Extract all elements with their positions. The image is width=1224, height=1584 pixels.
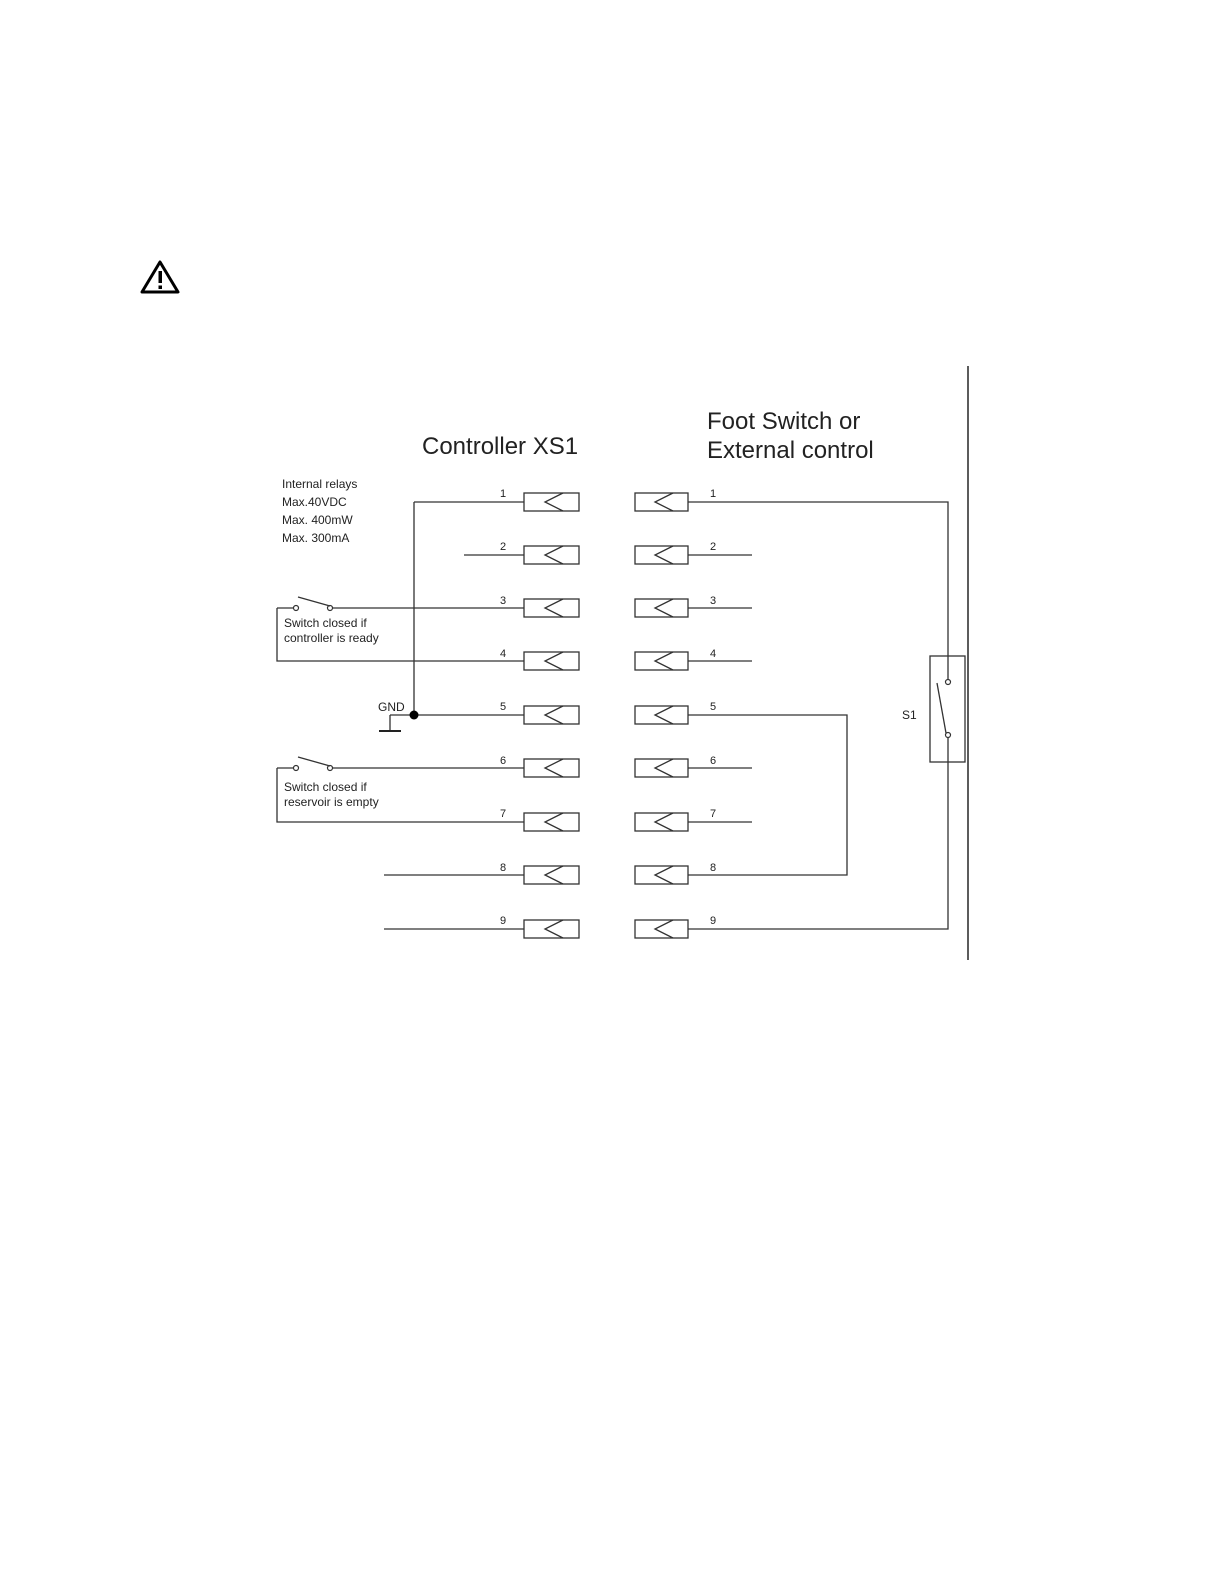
foot-switch-s1 [930, 656, 965, 762]
controller-title: Controller XS1 [422, 433, 579, 460]
warning-triangle-icon [142, 262, 178, 292]
relay-spec-line: Max.40VDC [282, 495, 347, 509]
connector-group [524, 493, 688, 938]
external-connector-pin-7 [635, 813, 688, 831]
controller-connector-pin-4 [524, 652, 579, 670]
relay-spec-line: Max. 300mA [282, 531, 350, 545]
controller-pin-label: 7 [500, 808, 507, 820]
controller-wiring [277, 502, 524, 929]
external-pin-label: 6 [710, 755, 717, 767]
switch-s1-label: S1 [902, 708, 917, 722]
external-title-line-2: External control [707, 437, 874, 464]
external-connector-pin-8 [635, 866, 688, 884]
controller-pin-label: 8 [500, 862, 507, 874]
controller-connector-pin-9 [524, 920, 579, 938]
controller-pin-label: 6 [500, 755, 507, 767]
switch-empty-label-line: Switch closed if [284, 780, 367, 794]
controller-connector-pin-6 [524, 759, 579, 777]
switch-ready-label-line: Switch closed if [284, 616, 367, 630]
controller-pin-label: 3 [500, 595, 507, 607]
external-pin-labels [710, 488, 716, 927]
controller-connector-pin-1 [524, 493, 579, 511]
external-pin-label: 9 [710, 915, 717, 927]
controller-connector-pin-5 [524, 706, 579, 724]
external-connector-pin-1 [635, 493, 688, 511]
external-connector-pin-2 [635, 546, 688, 564]
external-pin-label: 2 [710, 541, 717, 553]
external-connector-pin-4 [635, 652, 688, 670]
ext-wire-pin-9 [688, 762, 948, 929]
controller-pin-labels [500, 488, 506, 927]
external-connector-pin-5 [635, 706, 688, 724]
ext-wire-pin-1 [688, 502, 948, 656]
external-pin-label: 4 [710, 648, 717, 660]
controller-pin-label: 4 [500, 648, 507, 660]
external-pin-label: 1 [710, 488, 717, 500]
controller-pin-label: 1 [500, 488, 507, 500]
relay-specs [282, 477, 357, 545]
external-title-line-1: Foot Switch or [707, 408, 861, 435]
relay-spec-line: Internal relays [282, 477, 358, 491]
controller-pin-label: 9 [500, 915, 507, 927]
controller-connector-pin-3 [524, 599, 579, 617]
relay-switch-empty [294, 757, 333, 771]
external-connector-pin-6 [635, 759, 688, 777]
external-pin-label: 3 [710, 595, 717, 607]
relay-spec-line: Max. 400mW [282, 513, 353, 527]
ext-wire-pin-5-8 [688, 715, 847, 875]
external-connector-pin-9 [635, 920, 688, 938]
relay-switch-ready [294, 597, 333, 611]
controller-connector-pin-7 [524, 813, 579, 831]
controller-pin-label: 2 [500, 541, 507, 553]
controller-pin-label: 5 [500, 701, 507, 713]
external-pin-label: 7 [710, 808, 717, 820]
switch-empty-label-line: reservoir is empty [284, 795, 379, 809]
external-pin-label: 5 [710, 701, 717, 713]
controller-connector-pin-2 [524, 546, 579, 564]
external-connector-pin-3 [635, 599, 688, 617]
switch-ready-label-line: controller is ready [284, 631, 379, 645]
gnd-label: GND [378, 700, 405, 714]
external-pin-label: 8 [710, 862, 717, 874]
controller-connector-pin-8 [524, 866, 579, 884]
